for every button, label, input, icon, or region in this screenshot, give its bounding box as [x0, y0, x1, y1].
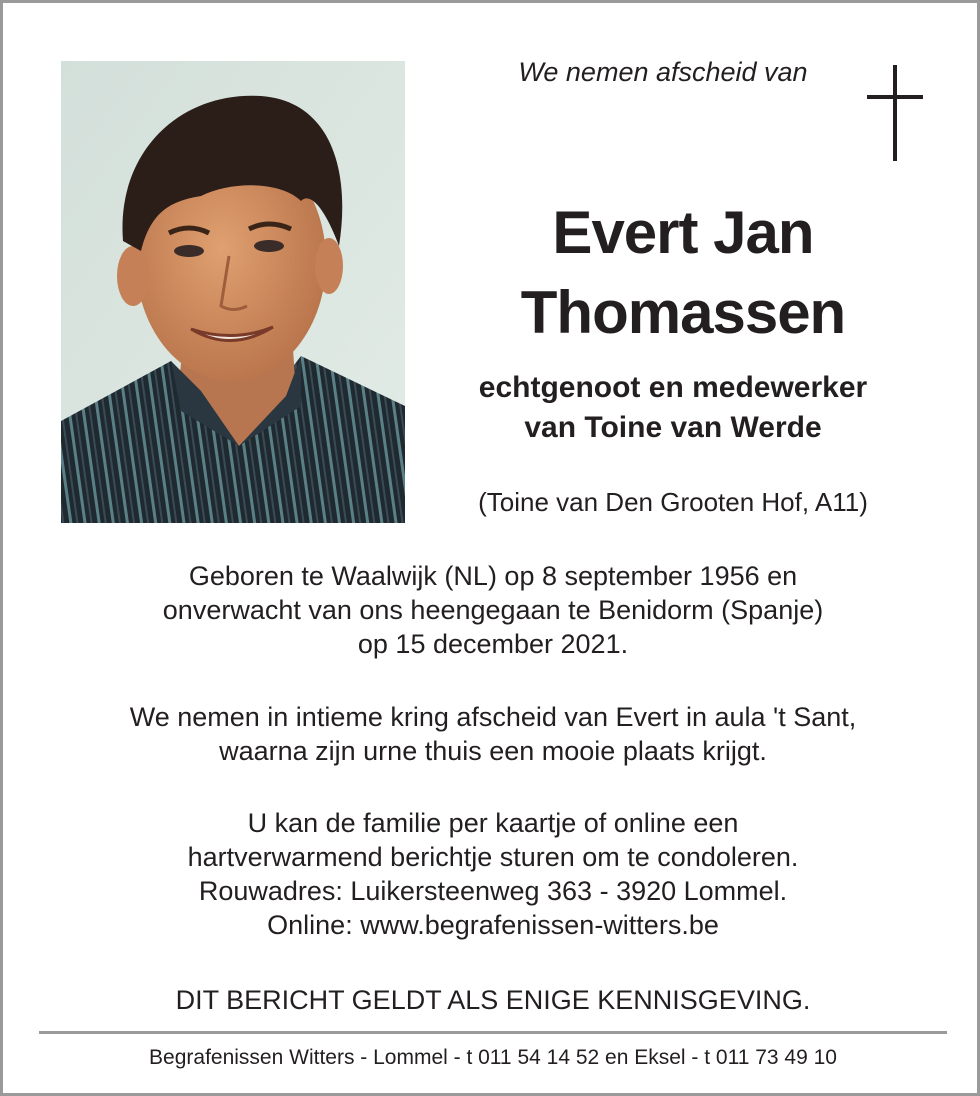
portrait-photo — [61, 61, 405, 523]
address-line: Rouwadres: Luikersteenweg 363 - 3920 Lommel. — [198, 876, 788, 906]
paragraph-line: onverwacht van ons heengegaan te Benidorm (Spanje) — [162, 595, 824, 625]
name-line: Evert Jan — [552, 199, 814, 266]
relation-text — [413, 368, 933, 448]
intro-text: We nemen afscheid van — [518, 57, 808, 87]
paragraph-line: Geboren te Waalwijk (NL) op 8 september 1956 en — [188, 561, 798, 591]
condolence-paragraph — [33, 806, 953, 942]
paragraph-line: hartverwarmend berichtje sturen om te condoleren. — [187, 842, 799, 872]
deceased-name — [423, 193, 943, 353]
footer-divider — [39, 1031, 947, 1034]
notice-text: DIT BERICHT GELDT ALS ENIGE KENNISGEVING. — [175, 985, 811, 1015]
relation-line: van Toine van Werde — [524, 411, 822, 444]
relation-line: echtgenoot en medewerker — [478, 371, 868, 404]
funeral-home-footer: Begrafenissen Witters - Lommel - t 011 54 14 52 en Eksel - t 011 73 49 10 — [149, 1046, 837, 1069]
alias-text: (Toine van Den Grooten Hof, A11) — [478, 487, 868, 517]
paragraph-line: op 15 december 2021. — [357, 629, 629, 659]
paragraph-line: We nemen in intieme kring afscheid van Evert in aula 't Sant, — [129, 702, 857, 732]
website-line: Online: www.begrafenissen-witters.be — [267, 910, 719, 940]
farewell-paragraph — [33, 700, 953, 768]
paragraph-line: waarna zijn urne thuis een mooie plaats krijgt. — [219, 736, 767, 766]
cross-icon — [867, 65, 923, 161]
paragraph-line: U kan de familie per kaartje of online een — [247, 808, 739, 838]
birth-death-paragraph — [33, 559, 953, 661]
name-line: Thomassen — [520, 279, 846, 346]
